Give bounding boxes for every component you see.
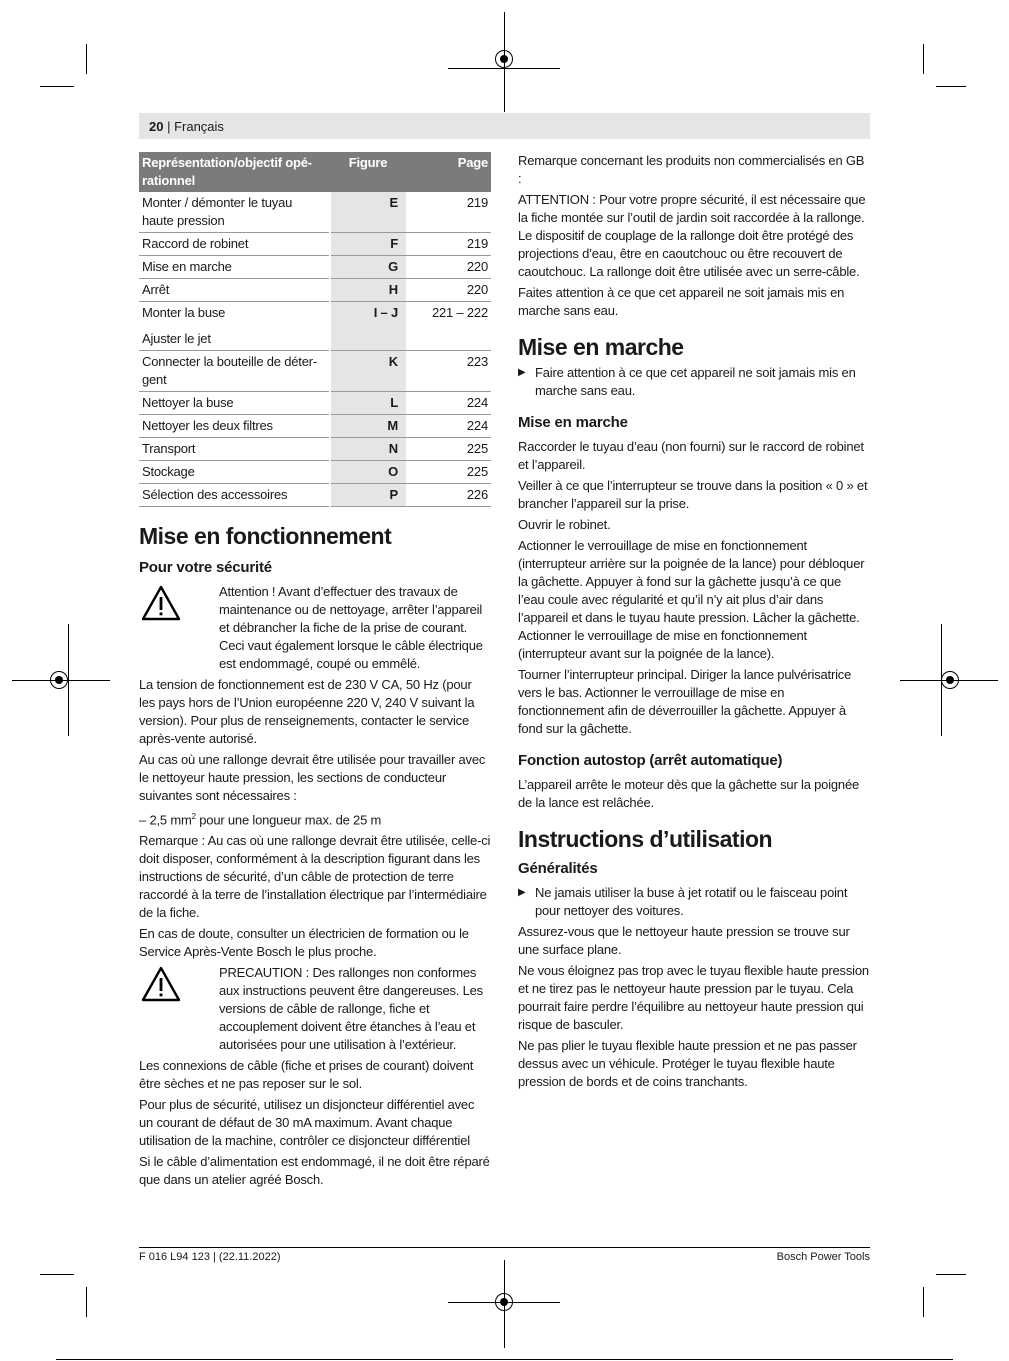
table-cell-figure: H [330,279,406,302]
table-cell-page: 220 [406,256,491,279]
table-cell-label: Connecter la bouteille de déter-gent [139,351,330,392]
page-footer [139,1247,870,1263]
paragraph: Assurez-vous que le nettoyeur haute pression se trouve sur une surface plane. [518,924,850,957]
table-cell-figure: K [330,351,406,392]
paragraph: Ouvrir le robinet. [518,517,611,532]
table-cell-figure: I – J [330,302,406,329]
table-cell-page: 226 [406,484,491,507]
table-row [139,233,491,256]
table-cell-label: Stockage [139,461,330,484]
crop-mark [40,86,74,87]
registration-line [68,624,69,736]
table-cell-label: Monter / démonter le tuyau haute pression [139,192,330,233]
section-heading: Instructions d’utilisation [518,826,773,852]
table-row [139,415,491,438]
table-cell-label: Mise en marche [139,256,330,279]
table-cell-figure [330,328,406,351]
paragraph: Faites attention à ce que cet appareil ne soit jamais mis en marche sans eau. [518,285,845,318]
page-header [139,113,870,139]
table-cell-page: 224 [406,392,491,415]
registration-target-icon [941,671,959,689]
paragraph: Raccorder le tuyau d’eau (non fourni) sur le raccord de robinet et l’appareil. [518,439,864,472]
table-row [139,302,491,329]
paragraph: La tension de fonctionnement est de 230 V CA, 50 Hz (pour les pays hors de l’Union européenne 220 V, 240 V suivant la version). Pour plus de renseignements, contacter le service après-vente autorisé. [139,677,475,746]
paragraph: ATTENTION : Pour votre propre sécurité, il est nécessaire que la fiche montée sur l’outil de jardin soit raccordée à la rallonge. Le dispositif de couplage de la rallonge doit être protégé des projections d’eau, être en caoutchouc ou être recouvert de caoutchouc. La rallonge doit être utilisée avec un serre-câble. [518,192,866,279]
bullet-item: ▶ Ne jamais utiliser la buse à jet rotatif ou le faisceau point pour nettoyer des voitures. [518,884,870,920]
warning-text: Attention ! Avant d’effectuer des travaux de maintenance ou de nettoyage, arrêter l’appareil et débrancher la fiche de la prise de courant. Ceci vaut également lorsque le câble électrique est endommagé, coupé ou emmêlé. [219,584,483,671]
table-cell-label: Sélection des accessoires [139,484,330,507]
warning-triangle-icon [141,966,181,1002]
footer-document-id: F 016 L94 123 | (22.11.2022) [139,1251,281,1263]
section-heading: Mise en fonctionnement [139,523,392,549]
crop-mark [40,1274,74,1275]
table-row [139,484,491,507]
table-header-figure: Figure [330,152,406,192]
overview-table [139,152,491,507]
table-cell-page: 225 [406,461,491,484]
table-cell-page: 220 [406,279,491,302]
list-item-text: – 2,5 mm [139,812,192,828]
table-row [139,438,491,461]
warning-text: PRECAUTION : Des rallonges non conformes aux instructions peuvent être dangereuses. Les versions de câble de rallonge, fiche et accouplement doivent être étanches à l’eau et autorisées pour une utilisation à l’extérieur. [219,965,483,1053]
paragraph: Les connexions de câble (fiche et prises de courant) doivent être sèches et ne pas reposer sur le sol. [139,1058,474,1092]
warning-paragraph [139,964,491,1054]
registration-target-icon [495,1293,513,1311]
left-column [139,152,491,1192]
paragraph: Si le câble d’alimentation est endommagé, il ne doit être réparé que dans un atelier agréé Bosch. [139,1154,490,1188]
table-cell-label: Ajuster le jet [139,328,330,351]
paragraph: En cas de doute, consulter un électricien de formation ou le Service Après-Vente Bosch le plus proche. [139,926,469,960]
crop-mark [936,1274,966,1275]
table-cell-label: Monter la buse [142,305,226,320]
list-item [139,808,491,829]
registration-target-icon [495,50,513,68]
table-header-activity: Représentation/objectif opé-rationnel [139,152,330,192]
subsection-heading: Fonction autostop (arrêt automatique) [518,752,783,769]
warning-triangle-icon [141,585,181,621]
table-cell-label: Transport [139,438,330,461]
footer-brand: Bosch Power Tools [776,1251,870,1263]
crop-mark [936,86,966,87]
paragraph: Ne pas plier le tuyau flexible haute pression et ne pas passer dessus avec un véhicule. Protéger le tuyau flexible haute pression de bords et de coins tranchants. [518,1038,857,1089]
warning-paragraph [139,583,491,673]
paragraph: Veiller à ce que l’interrupteur se trouve dans la position « 0 » et brancher l’appareil sur la prise. [518,478,868,511]
table-cell-figure: O [330,461,406,484]
table-row [139,392,491,415]
bullet-item: ▶ Faire attention à ce que cet appareil ne soit jamais mis en marche sans eau. [518,364,870,400]
bottom-rule [56,1359,953,1360]
table-cell-figure: M [330,415,406,438]
table-row [139,279,491,302]
table-cell-page: 223 [406,351,491,392]
table-cell-page: 224 [406,415,491,438]
page-language: Français [174,119,224,134]
subsection-heading: Mise en marche [518,414,628,431]
table-cell-figure: E [330,192,406,233]
table-header-row [139,152,491,192]
paragraph: Ne vous éloignez pas trop avec le tuyau flexible haute pression et ne tirez pas le nettoyeur haute pression par le tuyau. Cela pourrait faire perdre l’équilibre au nettoyeur haute pression qui risque de basculer. [518,963,869,1032]
section-heading: Mise en marche [518,334,684,360]
paragraph: L’appareil arrête le moteur dès que la gâchette sur la poignée de la lance est relâchée. [518,777,859,810]
table-cell-page: 219 [406,192,491,233]
paragraph: Pour plus de sécurité, utilisez un disjoncteur différentiel avec un courant de défaut de 30 mA maximum. Avant chaque utilisation de la machine, contrôler ce disjoncteur différentiel [139,1097,475,1149]
paragraph: Remarque : Au cas où une rallonge devrait être utilisée, celle-ci doit disposer, conformément à la description figurant dans les instructions de sécurité, d’un câble de protection de terre raccordé à la terre de l’installation électrique par l’intermédiaire de la fiche. [139,833,491,921]
table-row [139,351,491,392]
page-header-text: 20 | Français [149,119,224,134]
table-cell-label: Raccord de robinet [139,233,330,256]
subsection-heading: Pour votre sécurité [139,559,272,576]
table-cell-label: Arrêt [139,279,330,302]
crop-mark [923,1287,924,1317]
crop-mark [86,44,87,74]
table-row [139,461,491,484]
table-row [139,192,491,233]
table-cell-page: 219 [406,233,491,256]
paragraph: Remarque concernant les produits non commercialisés en GB : [518,153,865,186]
paragraph: Tourner l’interrupteur principal. Diriger la lance pulvérisatrice vers le bas. Actionner le verrouillage de mise en fonctionnement afin de déverrouiller la gâchette. Appuyer à fond sur la gâchette. [518,667,852,736]
page-number: 20 [149,119,164,134]
list-item-text: pour une longueur max. de 25 m [195,812,382,828]
superscript: 2 [191,812,196,821]
table-cell-figure: L [330,392,406,415]
table-cell-label: Nettoyer les deux filtres [139,415,330,438]
crop-mark [923,44,924,74]
table-row [139,256,491,279]
paragraph: Au cas où une rallonge devrait être utilisée pour travailler avec le nettoyeur haute pression, les sections de conducteur suivantes sont nécessaires : [139,752,486,803]
table-cell-page [406,328,491,351]
table-row [139,328,491,351]
table-cell-figure: P [330,484,406,507]
crop-mark [86,1287,87,1317]
table-cell-page: 225 [406,438,491,461]
table-cell-page: 221 – 222 [431,305,488,320]
table-cell-figure: G [330,256,406,279]
paragraph: Actionner le verrouillage de mise en fonctionnement (interrupteur arrière sur la poignée de la lance) pour débloquer la gâchette. Appuyer à fond sur la gâchette jusqu’à ce que l’eau coule avec régularité et qu’il n’y ait plus d’air dans l’appareil et dans le tuyau haute pression. Lâcher la gâchette. Actionner le verrouillage de mise en fonctionnement (interrupteur avant sur la poignée de la lance). [518,538,865,661]
table-cell-figure: F [330,233,406,256]
registration-target-icon [50,671,68,689]
table-cell-figure: N [330,438,406,461]
subsection-heading: Généralités [518,860,598,877]
table-cell-label: Nettoyer la buse [139,392,330,415]
right-column [518,152,870,1094]
table-header-page: Page [406,152,491,192]
